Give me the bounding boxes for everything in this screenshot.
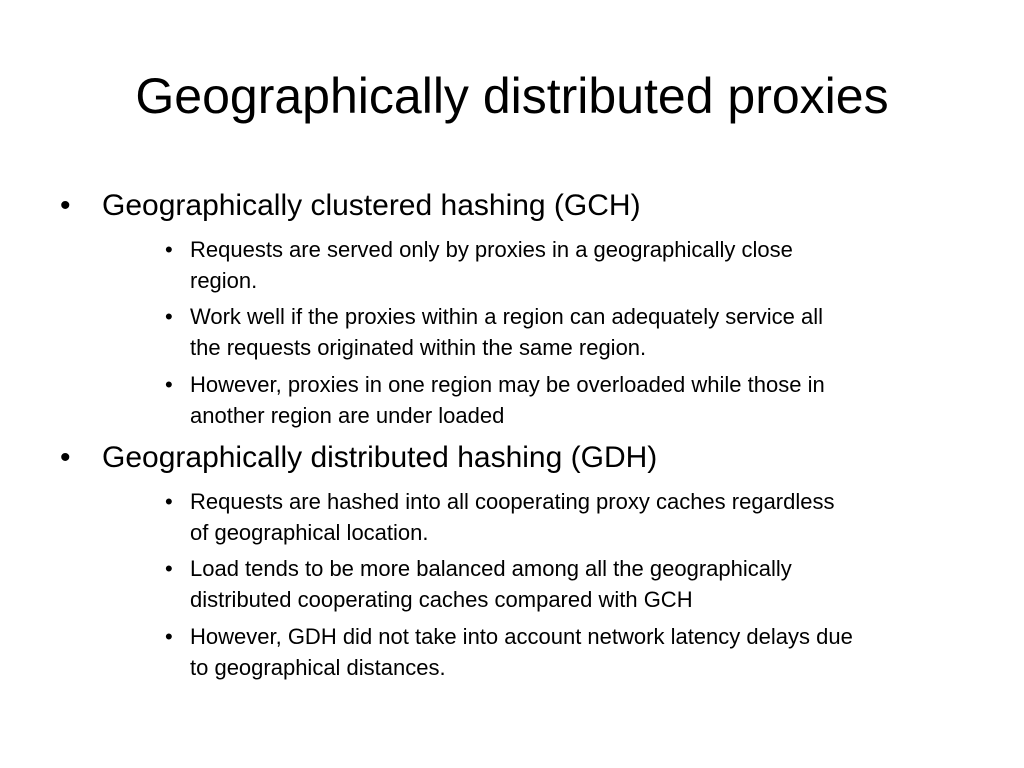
slide-title: Geographically distributed proxies <box>135 68 889 124</box>
bullet-icon: • <box>165 304 173 329</box>
bullet-icon: • <box>165 372 173 397</box>
bullet-icon: • <box>165 489 173 514</box>
bullet-text: Work well if the proxies within a region can adequately service all the requests originated within the same region. <box>190 304 824 360</box>
bullet-icon: • <box>165 237 173 262</box>
bullet-text: However, GDH did not take into account network latency delays due to geographical distances. <box>190 624 853 680</box>
bullet-icon: • <box>165 556 173 581</box>
bullet-text: Requests are served only by proxies in a geographically close region. <box>190 237 793 293</box>
bullet-icon: • <box>165 624 173 649</box>
section-heading: Geographically distributed hashing (GDH) <box>102 441 658 474</box>
bullet-text: Requests are hashed into all cooperating proxy caches regardless of geographical location. <box>190 489 835 545</box>
bullet-text: Load tends to be more balanced among all the geographically distributed cooperating caches compared with GCH <box>190 556 792 612</box>
bullet-text: However, proxies in one region may be overloaded while those in another region are under loaded <box>190 372 825 428</box>
bullet-icon: • <box>60 441 71 474</box>
section-heading: Geographically clustered hashing (GCH) <box>102 189 641 222</box>
bullet-icon: • <box>60 189 71 222</box>
